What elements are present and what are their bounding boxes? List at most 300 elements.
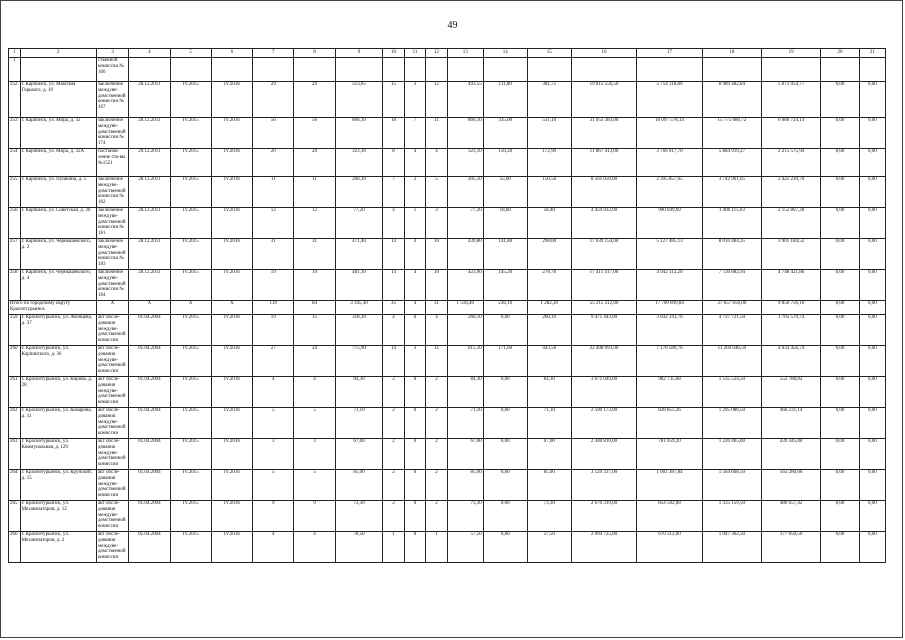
table-cell: 2 152 867,28 <box>761 208 820 239</box>
table-cell: 0,00 <box>859 118 885 149</box>
table-cell: 2 <box>426 501 448 532</box>
table-cell: 670 312,00 <box>637 532 703 563</box>
table-cell: 2 440 810,00 <box>571 439 637 470</box>
table-row <box>9 439 886 470</box>
table-cell: 335,00 <box>483 118 527 149</box>
table-cell: 7 <box>383 177 405 208</box>
table-cell: акт обсле-дования междуве-домственной комиссии <box>96 377 128 408</box>
table-cell: IV.2015 <box>170 315 211 346</box>
table-cell: 3 <box>404 82 426 118</box>
table-cell: IV.2016 <box>211 439 252 470</box>
table-cell <box>571 58 637 82</box>
table-cell: г. Краснотурьинск, ул. Кирова, д. 28 <box>20 377 96 408</box>
column-number-header: 10 <box>383 49 405 58</box>
table-cell: 4 <box>253 532 294 563</box>
table-cell: 5 <box>253 408 294 439</box>
table-cell: X <box>96 301 128 315</box>
table-cell: 0,00 <box>859 439 885 470</box>
table-cell: 0,00 <box>859 301 885 315</box>
table-cell: IV.2015 <box>170 346 211 377</box>
column-number-header: 1 <box>9 49 21 58</box>
table-cell: 466 231,14 <box>761 408 820 439</box>
table-cell: 481,10 <box>335 270 383 301</box>
table-cell: 0,00 <box>821 532 860 563</box>
table-cell: 4 <box>383 315 405 346</box>
table-cell: 27 657 656,00 <box>702 301 761 315</box>
table-cell: IV.2016 <box>211 82 252 118</box>
table-cell: 480 657,42 <box>761 501 820 532</box>
table-cell: 4 <box>404 239 426 270</box>
table-cell: 493,55 <box>447 82 483 118</box>
table-cell: 1 518,40 <box>447 301 483 315</box>
column-number-header: 21 <box>859 49 885 58</box>
table-cell: IV.2016 <box>211 149 252 177</box>
table-cell: 73,30 <box>447 501 483 532</box>
table-cell <box>637 58 703 82</box>
table-cell: 323,10 <box>447 149 483 177</box>
table-cell: 4 459 032,00 <box>571 208 637 239</box>
table-cell: 84,30 <box>527 377 571 408</box>
table-cell: 1 564 668,50 <box>702 470 761 501</box>
table-cell: 5 <box>426 177 448 208</box>
table-cell: 4 <box>404 149 426 177</box>
table-cell: 5 071 954,77 <box>761 82 820 118</box>
table-cell: 0,00 <box>859 501 885 532</box>
table-cell: 2 094 725,00 <box>571 532 637 563</box>
table-cell: 20 <box>253 149 294 177</box>
table-cell: 15 <box>383 82 405 118</box>
table-cell <box>447 58 483 82</box>
table-row <box>9 315 886 346</box>
table-cell: 71,10 <box>527 408 571 439</box>
table-cell: 205,50 <box>447 177 483 208</box>
table-cell: ственной комиссии № 166 <box>96 58 128 82</box>
table-cell: 7 <box>404 118 426 149</box>
table-cell: 67,00 <box>527 439 571 470</box>
table-cell: 1 001 387,84 <box>637 470 703 501</box>
table-cell: 260,10 <box>527 315 571 346</box>
table-cell: 01.04.2004 <box>129 315 170 346</box>
table-cell: 423,90 <box>447 270 483 301</box>
table-cell <box>294 58 335 82</box>
column-number-header: 19 <box>761 49 820 58</box>
table-cell: 0,00 <box>859 177 885 208</box>
table-cell: 35 <box>383 301 405 315</box>
table-cell: 150,50 <box>527 177 571 208</box>
table-cell: 10 097 578,14 <box>637 118 703 149</box>
table-cell: 0,00 <box>859 315 885 346</box>
table-cell: 471,40 <box>335 239 383 270</box>
table-cell: 12 <box>294 208 335 239</box>
table-cell: акт обсле-дования междуве-домственной комиссии <box>96 346 128 377</box>
table-cell: 1 335 159,50 <box>702 501 761 532</box>
table-cell: 14 <box>383 270 405 301</box>
table-cell: 2 <box>383 377 405 408</box>
table-cell: 0,00 <box>821 82 860 118</box>
table-cell: 2 <box>383 439 405 470</box>
table-cell: 0,00 <box>859 208 885 239</box>
table-cell: 0,00 <box>859 270 885 301</box>
table-cell: 28.12.2011 <box>129 177 170 208</box>
table-cell: 5 884 919,27 <box>702 149 761 177</box>
table-cell: 854 502,08 <box>637 501 703 532</box>
table-cell: г. Карпинск, ул. Чернышевского, д. 2 <box>20 239 96 270</box>
table-cell: 8 561 050,00 <box>571 177 637 208</box>
table-cell: 57,50 <box>447 532 483 563</box>
table-cell: 439,80 <box>447 239 483 270</box>
table-cell: 0,00 <box>821 118 860 149</box>
table-cell: 4 942 112,20 <box>637 270 703 301</box>
table-cell: 0 <box>404 377 426 408</box>
table-cell: 31 <box>426 301 448 315</box>
table-cell: 4 <box>426 149 448 177</box>
table-cell: 0,00 <box>821 377 860 408</box>
table-cell: IV.2016 <box>211 177 252 208</box>
table-cell: 2 <box>426 408 448 439</box>
table-cell: 31 <box>253 239 294 270</box>
table-cell: 5 127 485,13 <box>637 239 703 270</box>
table-cell: 531,10 <box>527 118 571 149</box>
table-cell: 3 071 049,00 <box>571 377 637 408</box>
table-cell: 253 <box>9 118 21 149</box>
table-cell: акт обсле-дования междуве-домственной комиссии <box>96 408 128 439</box>
table-cell: 0,00 <box>483 470 527 501</box>
table-cell: 19 <box>253 315 294 346</box>
table-cell: IV.2016 <box>211 501 252 532</box>
table-cell: IV.2015 <box>170 439 211 470</box>
column-number-header: 2 <box>20 49 96 58</box>
table-cell: 866,10 <box>335 118 383 149</box>
table-cell: IV.2016 <box>211 470 252 501</box>
table-cell: IV.2015 <box>170 501 211 532</box>
table-cell: IV.2015 <box>170 118 211 149</box>
table-cell: 29.12.2011 <box>129 149 170 177</box>
table-cell: 57,50 <box>527 532 571 563</box>
table-cell: 28.12.2011 <box>129 118 170 149</box>
table-cell: 3 901 184,52 <box>761 239 820 270</box>
table-cell: 4 033 456,74 <box>761 346 820 377</box>
table-cell <box>702 58 761 82</box>
table-cell <box>483 58 527 82</box>
table-cell: 2 670 319,00 <box>571 501 637 532</box>
table-cell: 1 295 086,50 <box>702 408 761 439</box>
table-cell <box>404 58 426 82</box>
table-cell <box>426 58 448 82</box>
table-cell: IV.2015 <box>170 208 211 239</box>
table-cell: 0 <box>404 532 426 563</box>
column-number-header: 6 <box>211 49 252 58</box>
table-cell: 12 <box>426 82 448 118</box>
table-row <box>9 346 886 377</box>
table-cell: 3 <box>253 439 294 470</box>
table-cell: 78,50 <box>335 532 383 563</box>
table-cell: 9 <box>253 501 294 532</box>
table-cell: 982 735,68 <box>637 377 703 408</box>
table-cell <box>211 58 252 82</box>
table-cell: IV.2016 <box>211 239 252 270</box>
table-cell: 0 <box>404 501 426 532</box>
table-cell: г. Краснотурьинск, ул. Крупской, д. 15 <box>20 470 96 501</box>
column-number-header: 13 <box>447 49 483 58</box>
table-cell: 18,80 <box>483 208 527 239</box>
table-cell: X <box>129 301 170 315</box>
table-cell: 5 <box>253 470 294 501</box>
table-cell: 19 <box>294 270 335 301</box>
table-cell: 0,00 <box>483 532 527 563</box>
table-cell: акт обсле-дования междуве-домственной комиссии <box>96 501 128 532</box>
column-number-header: 5 <box>170 49 211 58</box>
table-cell: 28.12.2011 <box>129 208 170 239</box>
table-cell: IV.2015 <box>170 149 211 177</box>
table-cell: 71,10 <box>335 408 383 439</box>
table-cell: заключение междуве-домственной комиссии № 174 <box>96 118 128 149</box>
table-cell: 4 737 721,50 <box>702 315 761 346</box>
table-cell: 1 <box>426 532 448 563</box>
table-cell: 19 815 556,50 <box>571 82 637 118</box>
table-cell: 22 408 093,00 <box>571 346 637 377</box>
table-row <box>9 532 886 563</box>
table-cell: 278,70 <box>527 270 571 301</box>
table-cell: 236,10 <box>483 301 527 315</box>
table-cell: 17 411 417,00 <box>571 270 637 301</box>
table-cell: 0,00 <box>821 470 860 501</box>
table-cell: акт обсле-дования междуве-домственной комиссии <box>96 532 128 563</box>
table-row <box>9 149 886 177</box>
total-label: Итого по городскому округу Краснотурьинск <box>9 301 97 315</box>
table-cell: X <box>211 301 252 315</box>
column-number-header: 11 <box>404 49 426 58</box>
table-cell <box>335 58 383 82</box>
table-row <box>9 82 886 118</box>
table-cell: 14 <box>383 346 405 377</box>
table-cell: 3 129 337,00 <box>571 470 637 501</box>
continuation-row <box>9 58 886 82</box>
table-cell: 27 <box>253 346 294 377</box>
table-cell: акт обсле-дования междуве-домственной комиссии <box>96 315 128 346</box>
column-number-header: 7 <box>253 49 294 58</box>
table-cell: 01.04.2004 <box>129 377 170 408</box>
table-cell: 145,20 <box>483 270 527 301</box>
table-cell: 84,30 <box>335 377 383 408</box>
table-row <box>9 270 886 301</box>
table-cell: 0 <box>404 315 426 346</box>
table-cell: 10 <box>426 270 448 301</box>
table-cell: IV.2015 <box>170 239 211 270</box>
table-cell: 56 <box>294 118 335 149</box>
column-number-header: 18 <box>702 49 761 58</box>
table-cell: г. Карпинск, ул. Советская, д. 30 <box>20 208 96 239</box>
table-cell: 31 953 383,00 <box>571 118 637 149</box>
table-cell: 443,50 <box>527 346 571 377</box>
column-number-header: 20 <box>821 49 860 58</box>
table-cell <box>129 58 170 82</box>
table-cell <box>170 58 211 82</box>
table-cell: 1 047 362,50 <box>702 532 761 563</box>
table-cell: 24 <box>294 346 335 377</box>
table-cell: 5 <box>294 408 335 439</box>
table-cell: 20 <box>294 149 335 177</box>
table-cell: 866,10 <box>447 118 483 149</box>
table-cell: 781 059,20 <box>637 439 703 470</box>
table-cell: 0,00 <box>859 239 885 270</box>
table-cell: 258 <box>9 270 21 301</box>
table-row <box>9 470 886 501</box>
table-cell <box>859 58 885 82</box>
table-cell: 0,00 <box>821 301 860 315</box>
column-number-header: 14 <box>483 49 527 58</box>
table-cell: 171,60 <box>483 346 527 377</box>
table-cell: 4 <box>404 301 426 315</box>
table-cell: 11 <box>294 177 335 208</box>
table-cell: 1 406 115,03 <box>702 208 761 239</box>
table-cell: 17 039 154,00 <box>571 239 637 270</box>
table-cell: 2 395 857,65 <box>637 177 703 208</box>
table-cell: 0,00 <box>859 532 885 563</box>
table-cell: 5 <box>294 470 335 501</box>
column-number-header: 16 <box>571 49 637 58</box>
table-cell: 8 <box>383 149 405 177</box>
table-cell: 0,00 <box>483 439 527 470</box>
table-cell: 3 766 917,70 <box>637 149 703 177</box>
table-cell: 0,00 <box>859 346 885 377</box>
table-cell: 14 <box>383 239 405 270</box>
table-cell: 01.04.2004 <box>129 408 170 439</box>
table-cell: 67,00 <box>335 439 383 470</box>
table-cell: 0,00 <box>821 177 860 208</box>
table-row <box>9 239 886 270</box>
table-cell: 0,00 <box>821 408 860 439</box>
table-cell: 2 <box>383 408 405 439</box>
table-cell: 4 <box>426 315 448 346</box>
table-cell <box>527 58 571 82</box>
table-cell: 0,00 <box>859 82 885 118</box>
table-cell: 56 <box>253 118 294 149</box>
table-row <box>9 118 886 149</box>
table-cell: IV.2016 <box>211 315 252 346</box>
table-cell: 3 742 961,65 <box>702 177 761 208</box>
table-cell: заключение междуве-домственной комиссии № 167 <box>96 82 128 118</box>
table-cell: 0,00 <box>483 501 527 532</box>
table-cell: 252 <box>9 82 21 118</box>
table-cell: заключение междуве-домственной комиссии № 181 <box>96 208 128 239</box>
table-cell: 77,20 <box>335 208 383 239</box>
table-cell: 377 050,50 <box>761 532 820 563</box>
table-cell: 2 <box>383 501 405 532</box>
table-cell: 2 <box>426 470 448 501</box>
table-cell: 3 <box>294 439 335 470</box>
table-cell: 1 535 524,50 <box>702 377 761 408</box>
table-cell: 2 <box>426 439 448 470</box>
table-cell: 15 775 080,72 <box>702 118 761 149</box>
table-cell: 18 <box>383 118 405 149</box>
table-cell: 01.04.2004 <box>129 470 170 501</box>
table-cell: 0 <box>404 408 426 439</box>
table-cell: 0,00 <box>821 270 860 301</box>
table-cell: 172,90 <box>527 149 571 177</box>
table-cell: 0,00 <box>821 149 860 177</box>
table-cell: 2 215 575,94 <box>761 149 820 177</box>
table-cell: 260,10 <box>335 177 383 208</box>
table-cell: 257 <box>9 239 21 270</box>
table-cell: 01.04.2004 <box>129 532 170 563</box>
table-cell: 0,00 <box>859 377 885 408</box>
table-cell: 0,00 <box>821 439 860 470</box>
table-cell: 84 <box>294 301 335 315</box>
table-cell: 4 <box>294 532 335 563</box>
table-cell: 0,00 <box>821 346 860 377</box>
table-cell: 615,10 <box>447 346 483 377</box>
table-cell: 6 080 724,14 <box>761 118 820 149</box>
table-cell: г. Карпинск, ул. Мира, д. 32А <box>20 149 96 177</box>
table-cell: 0,00 <box>483 315 527 346</box>
table-cell: 2 <box>404 177 426 208</box>
table-cell: 4 <box>383 208 405 239</box>
table-cell: 1 <box>404 208 426 239</box>
resettlement-table <box>8 48 886 563</box>
table-cell: 11 867 413,00 <box>571 149 637 177</box>
table-cell: 0,00 <box>483 377 527 408</box>
table-cell: 141,80 <box>483 239 527 270</box>
table-cell: акт обсле-дования междуве-домственной комиссии <box>96 470 128 501</box>
table-cell: 01.04.2004 <box>129 346 170 377</box>
table-cell: 9 <box>294 501 335 532</box>
table-cell: г. Карпинск, ул. Пушкина, д. 5 <box>20 177 96 208</box>
table-cell: 1 705 579,74 <box>761 315 820 346</box>
table-cell: 263 <box>9 439 21 470</box>
table-cell: 55,00 <box>483 177 527 208</box>
table-cell: 256 <box>9 208 21 239</box>
table-cell: 9 475 443,00 <box>571 315 637 346</box>
table-cell: IV.2016 <box>211 346 252 377</box>
table-cell: 255 <box>9 177 21 208</box>
table-cell: 28.12.2011 <box>129 82 170 118</box>
table-cell: акт обсле-дования междуве-домственной комиссии <box>96 439 128 470</box>
table-cell: 552 788,82 <box>761 377 820 408</box>
table-cell: 439 345,80 <box>761 439 820 470</box>
table-cell: г. Карпинск, ул. Чернышевского, д. 4 <box>20 270 96 301</box>
table-cell: IV.2015 <box>170 532 211 563</box>
table-cell: 19 <box>253 270 294 301</box>
table-cell: 265 <box>9 501 21 532</box>
table-cell: 2 <box>383 470 405 501</box>
column-number-header: 3 <box>96 49 128 58</box>
table-cell: г. Краснотурьинск, ул. Механизаторов, д. 12 <box>20 501 96 532</box>
table-cell: 73,30 <box>527 501 571 532</box>
table-cell: 55 215 312,00 <box>571 301 637 315</box>
total-row <box>9 301 886 315</box>
table-cell: г. Краснотурьинск, ул. Механизаторов, д. 2 <box>20 532 96 563</box>
table-cell: 12 <box>253 208 294 239</box>
table-cell: 7 720 882,94 <box>702 270 761 301</box>
table-cell: 8 010 484,35 <box>702 239 761 270</box>
table-cell: 1 <box>9 58 21 82</box>
table-cell: 262 <box>9 408 21 439</box>
column-number-header: 4 <box>129 49 170 58</box>
column-number-header: 12 <box>426 49 448 58</box>
table-row <box>9 177 886 208</box>
table-cell: IV.2016 <box>211 408 252 439</box>
table-cell: IV.2016 <box>211 270 252 301</box>
table-cell: 77,20 <box>447 208 483 239</box>
table-cell: 28.12.2011 <box>129 239 170 270</box>
table-cell: 0,00 <box>821 208 860 239</box>
column-number-header: 15 <box>527 49 571 58</box>
table-cell: 0 <box>404 470 426 501</box>
table-cell: 58,40 <box>527 208 571 239</box>
table-cell: 266 <box>9 532 21 563</box>
table-cell: 9 856 756,16 <box>761 301 820 315</box>
column-number-header: 8 <box>294 49 335 58</box>
